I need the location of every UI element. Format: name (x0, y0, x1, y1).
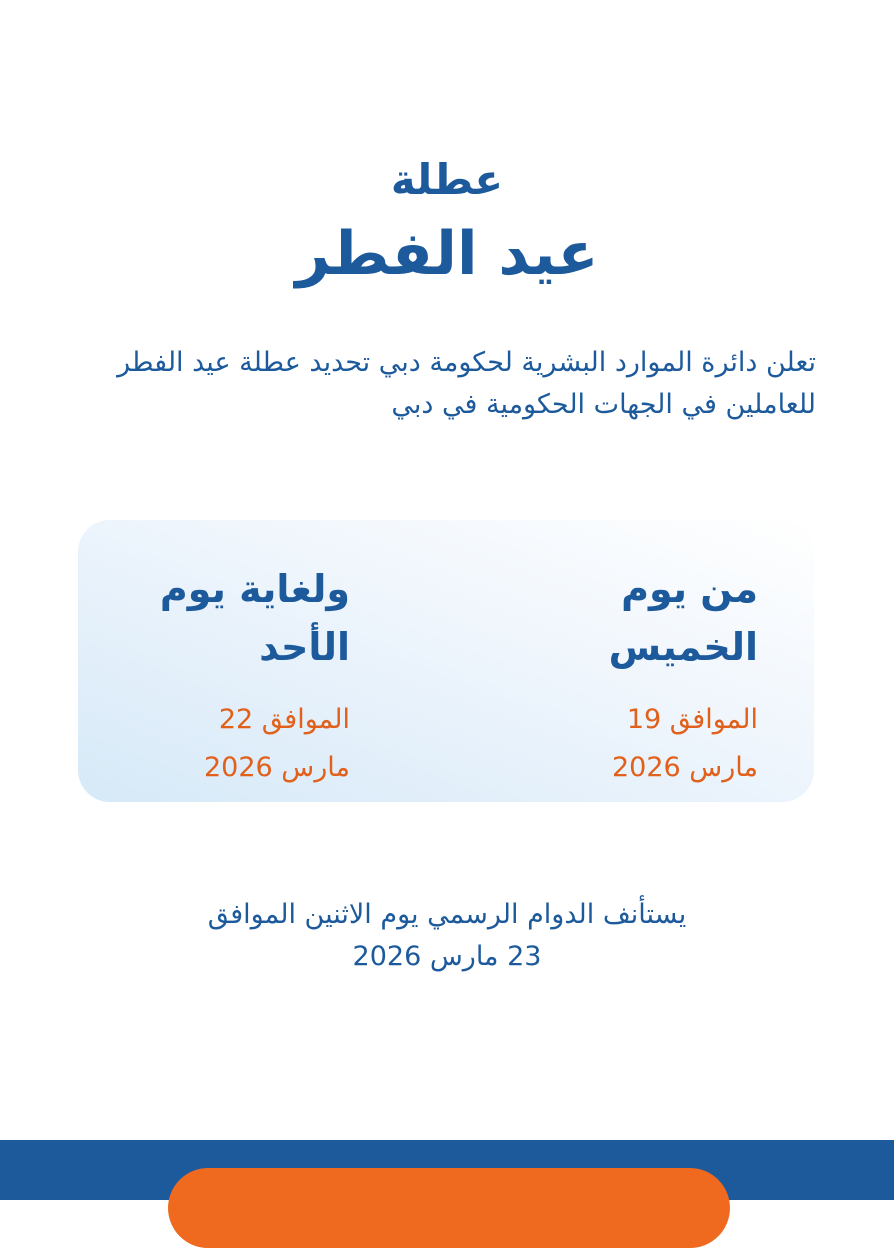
footer-pill (168, 1168, 730, 1248)
start-day: من يوم الخميس (608, 567, 758, 669)
holiday-title: عيد الفطر (295, 219, 599, 289)
period-end (50, 560, 350, 792)
end-day: ولغاية يوم الأحد (159, 567, 350, 669)
announcement-text: تعلن دائرة الموارد البشرية لحكومة دبي تحديد عطلة عيد الفطر للعاملين في الجهات الحكومية في دبي (117, 347, 816, 420)
resume-work-text: يستأنف الدوام الرسمي يوم الاثنين الموافق 23 مارس 2026 (207, 899, 687, 972)
start-date: الموافق 19 مارس 2026 (612, 704, 758, 783)
holiday-period-card (78, 520, 814, 802)
holiday-label: عطلة (390, 155, 504, 204)
end-date: الموافق 22 مارس 2026 (204, 704, 350, 783)
period-start (458, 560, 758, 792)
